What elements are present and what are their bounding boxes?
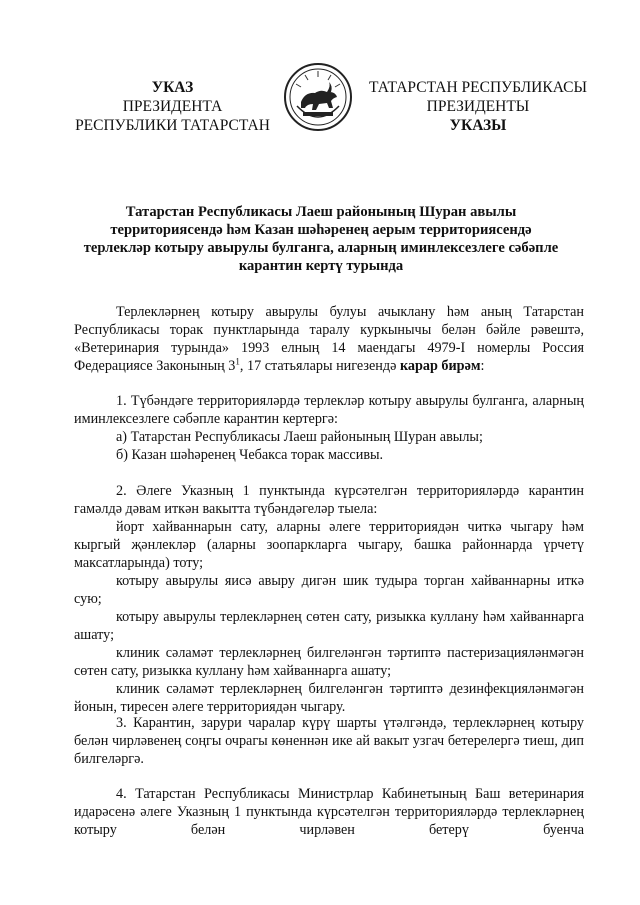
section1-item-a: а) Татарстан Республикасы Лаеш районының Шуран авылы;: [116, 429, 483, 445]
document-title: [70, 203, 572, 275]
preamble-text1: Терлекләрнең котыру авырулы булуы ачыклану һәм аның Татарстан Республикасы торак пунктларында таралу куркынычы белән бәйле рәвештә, «Ветеринария турында» 1993 елның 14 маендагы 4979-I номерлы Россия Федерациясе Законының 3: [74, 304, 584, 374]
tatarstan-coat-of-arms-icon: [283, 62, 353, 132]
header-right-line2: ПРЕЗИДЕНТЫ: [426, 98, 530, 115]
section2-item2: котыру авырулы яисә авыру дигән шик тудыра торган хайваннарны иткә сую;: [74, 573, 584, 607]
section2-item4: клиник сәламәт терлекләрнең билгеләнгән тәртиптә пастеризацияләнмәгән сөтен сату, ризыкка куллану һәм хайваннарга ашату;: [74, 645, 584, 679]
header-left-block: [60, 78, 285, 135]
section2-item1: йорт хайваннарын сату, аларны әлеге территориядән читкә чыгару һәм кыргый җәнлекләр (аларны зоопаркларга чыгару, башка районнарда үрчетү максатларында) тоту;: [74, 519, 584, 571]
section-2: [74, 482, 584, 716]
preamble-superscript: 1: [235, 356, 240, 367]
title-line1: Татарстан Республикасы Лаеш районының Шуран авылы: [125, 204, 517, 220]
preamble-decision: карар бирәм: [399, 358, 481, 374]
preamble-paragraph: [74, 303, 584, 375]
section2-item3: котыру авырулы терлекләрнең сөтен сату, ризыкка куллану һәм хайваннарга ашату;: [74, 609, 584, 643]
header-left-line3: РЕСПУБЛИКИ ТАТАРСТАН: [75, 117, 270, 134]
section-4: [74, 785, 584, 839]
section1-intro: 1. Түбәндәге территорияләрдә терлекләр котыру авырулы булганга, аларның иминлексезлеге сәбәпле карантин кертергә:: [74, 393, 584, 427]
header-right-line3: УКАЗЫ: [449, 117, 507, 134]
section2-item5: клиник сәламәт терлекләрнең билгеләнгән тәртиптә дезинфекцияләнмәгән йонын, тиресен әлеге территориядән чыгару.: [74, 681, 584, 715]
header-left-line1: УКАЗ: [151, 79, 194, 96]
header-left-line2: ПРЕЗИДЕНТА: [122, 98, 223, 115]
title-line3: терлекләр котыру авырулы булганга, аларның иминлексезлеге сәбәпле: [83, 240, 559, 256]
title-line2: территориясендә һәм Казан шәһәренең аерым территориясендә: [110, 222, 532, 238]
section2-intro: 2. Әлеге Указның 1 пунктында күрсәтелгән территорияләрдә карантин гамәлдә дәвам иткән вакытта түбәндәгеләр тыела:: [74, 483, 584, 517]
header-right-line1: ТАТАРСТАН РЕСПУБЛИКАСЫ: [369, 79, 587, 96]
preamble-text3: :: [480, 358, 485, 374]
section4-text: 4. Татарстан Республикасы Министрлар Кабинетының Баш ветеринария идарәсенә әлеге Указның 1 пунктында күрсәтелгән территорияләрдә терлекләрнең котыру белән чирләвен бетерү буенча: [74, 786, 584, 838]
section3-text: 3. Карантин, зарури чаралар күрү шарты үтәлгәндә, терлекләрнең котыру белән чирләвенең соңгы очрагы көненнән ике ай вакыт узгач бетерелергә тиеш, дип билгеләргә.: [74, 715, 584, 767]
section-3: [74, 714, 584, 768]
title-line4: карантин кертү турында: [238, 258, 404, 274]
preamble: [74, 303, 584, 375]
section1-item-b: б) Казан шәһәренең Чебакса торак массивы.: [116, 447, 384, 463]
header-right-block: [358, 78, 598, 135]
preamble-text2: , 17 статьялары нигезендә: [239, 358, 400, 374]
section-1: [74, 392, 584, 464]
